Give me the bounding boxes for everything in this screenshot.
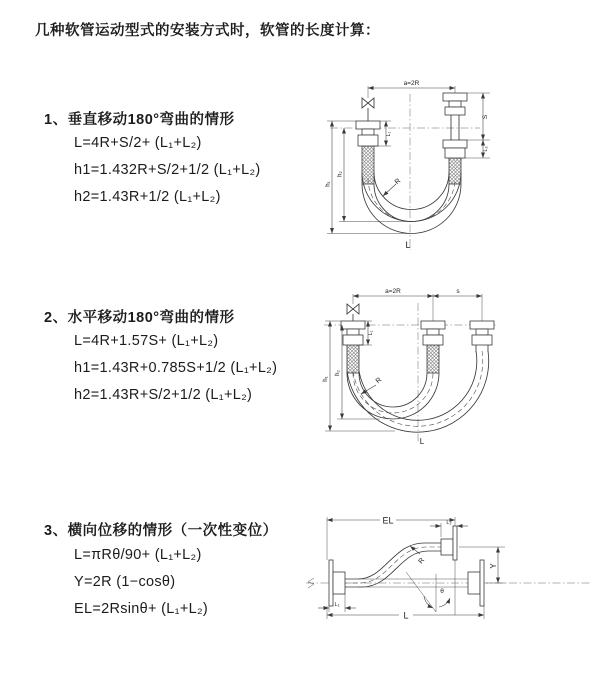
dim-label-L1: L₁ xyxy=(334,602,340,608)
diagram-horizontal-180-bend xyxy=(310,281,600,451)
dimension-L2 xyxy=(430,520,468,537)
dimension-EL xyxy=(327,516,455,561)
section1-formula-h1: h1=1.432R+S/2+1/2 (L₁+L₂) xyxy=(74,162,261,178)
dim-label-EL: EL xyxy=(382,515,394,526)
right-fitting-upper-position xyxy=(443,93,467,115)
section3-formula-EL: EL=2Rsinθ+ (L₁+L₂) xyxy=(74,601,209,617)
dimension-a2R xyxy=(353,288,433,321)
section2-formula-h2: h2=1.43R+S/2+1/2 (L₁+L₂) xyxy=(74,387,253,403)
dim-label-L: L xyxy=(403,610,409,621)
valve-icon xyxy=(362,98,374,121)
section1-formula-L: L=4R+S/2+ (L₁+L₂) xyxy=(74,135,202,151)
dim-label-h2: h₂ xyxy=(337,171,344,177)
section1-heading: 1、垂直移动180°弯曲的情形 xyxy=(44,112,235,128)
hose-u-arcs xyxy=(362,172,461,234)
dimension-S xyxy=(467,93,490,140)
label-R: R xyxy=(374,376,384,386)
dim-label-a2R: a=2R xyxy=(403,80,420,87)
dim-label-L1: L₁ xyxy=(386,131,392,137)
displaced-flange xyxy=(441,526,457,615)
s-curve-hose xyxy=(345,543,441,587)
dim-label-S: S xyxy=(482,114,489,120)
dimension-s xyxy=(433,288,482,321)
left-fitting xyxy=(341,321,365,345)
diagram-lateral-displacement xyxy=(300,502,600,642)
section2-formula-h1: h1=1.43R+0.785S+1/2 (L₁+L₂) xyxy=(74,360,278,376)
label-R: R xyxy=(417,556,427,566)
label-theta: θ xyxy=(440,588,444,595)
label-L: L xyxy=(405,240,411,250)
label-L: L xyxy=(419,437,425,446)
dim-label-L2: L₂ xyxy=(483,146,489,152)
dim-label-Y: Y xyxy=(489,563,498,569)
dim-label-L2: L₂ xyxy=(446,520,452,526)
page-title: 几种软管运动型式的安装方式时，软管的长度计算： xyxy=(35,23,380,39)
dimension-L2 xyxy=(465,140,490,158)
diagram-vertical-180-bend xyxy=(312,74,600,254)
dim-label-h1: h₁ xyxy=(325,181,332,187)
section3-formula-L: L=πRθ/90+ (L₁+L₂) xyxy=(74,547,202,563)
dim-label-L1: L₁ xyxy=(368,330,374,336)
dimension-a2R xyxy=(368,80,455,98)
section1-formula-h2: h2=1.43R+1/2 (L₁+L₂) xyxy=(74,189,221,205)
dim-label-h2: h₂ xyxy=(335,370,341,376)
valve-icon xyxy=(347,304,359,321)
middle-fitting-position1 xyxy=(421,321,445,345)
dimension-L1 xyxy=(318,594,356,612)
section3-heading: 3、横向位移的情形（一次性变位） xyxy=(44,523,278,539)
left-fitting xyxy=(356,121,380,146)
section2-heading: 2、水平移动180°弯曲的情形 xyxy=(44,310,235,326)
braided-hose-legs xyxy=(347,345,488,373)
original-position-pipe xyxy=(358,560,484,606)
dim-label-a2R: a=2R xyxy=(385,288,401,295)
right-fitting-position2 xyxy=(470,321,494,345)
label-R: R xyxy=(393,177,403,187)
dim-label-h1: h₁ xyxy=(323,376,329,382)
radius-label xyxy=(383,178,402,196)
dim-label-s: s xyxy=(456,288,460,295)
section2-formula-L: L=4R+1.57S+ (L₁+L₂) xyxy=(74,333,219,349)
right-fitting-lower-position xyxy=(443,140,467,158)
section3-formula-Y: Y=2R (1−cosθ) xyxy=(74,574,176,590)
angle-theta xyxy=(406,572,450,612)
left-flange xyxy=(329,560,345,606)
